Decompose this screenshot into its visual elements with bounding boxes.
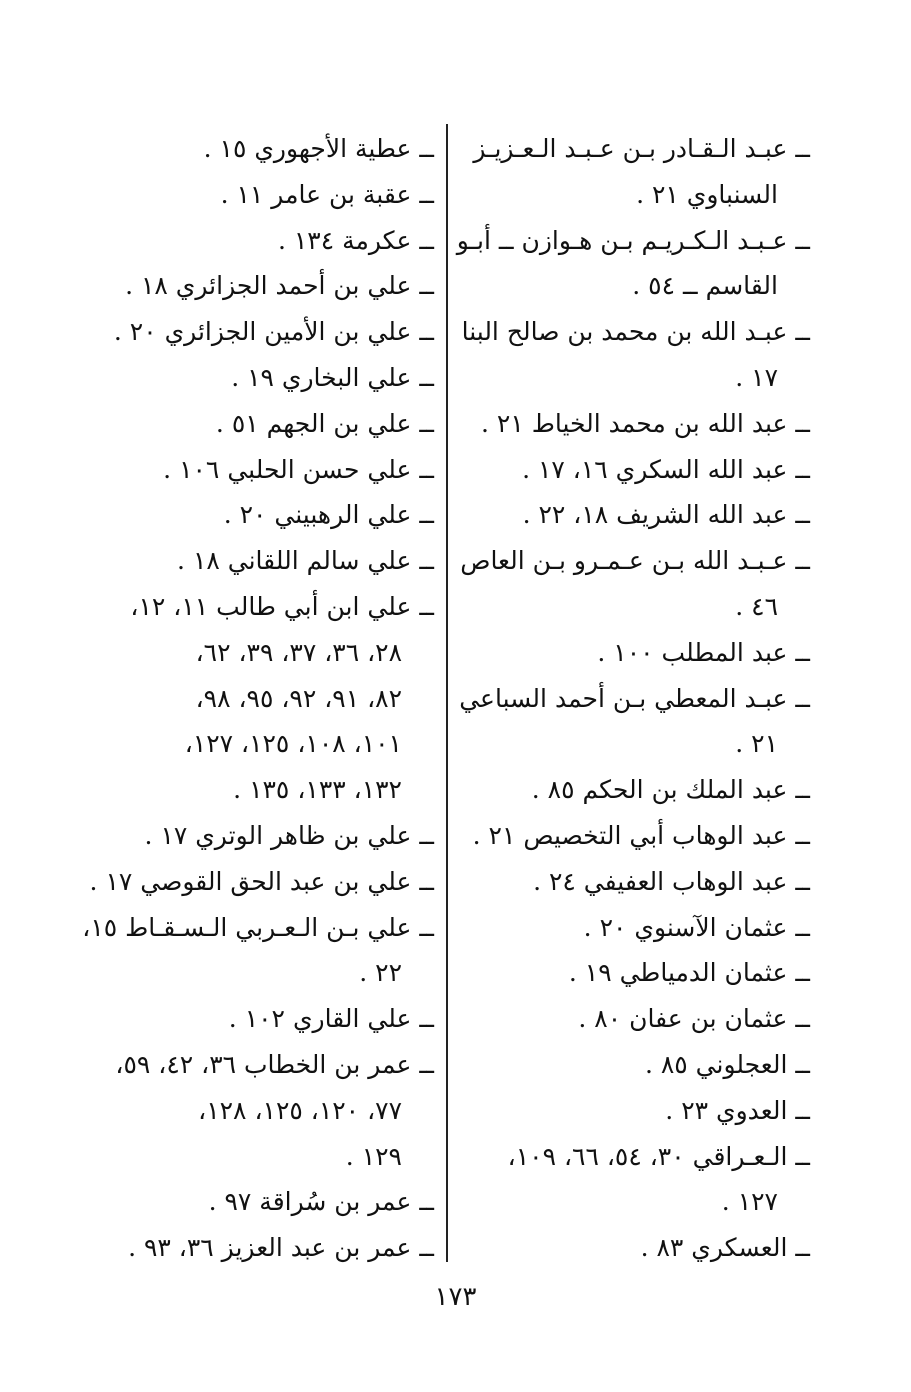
index-entry [92,172,434,218]
index-entry-line: ــ عـبـد الله بـن عـمـرو بـن العاص [460,546,810,576]
index-entry [462,859,810,905]
index-entry-line: ــ عبد الله بن محمد الخياط ٢١ . [481,408,810,438]
index-entry-continuation: ٤٦ . [735,591,778,621]
index-entry-continuation: ٧٧، ١٢٠، ١٢٥، ١٢٨، [198,1095,402,1125]
index-entry-line: ــ العدوي ٢٣ . [665,1095,810,1125]
index-entry-line: ــ علي بـن الـعـربي الـسـقـاط ١٥، [82,912,434,942]
index-entry-line: ــ عبد الله الشريف ١٨، ٢٢ . [522,500,810,530]
index-entry-line: ــ علي حسن الحلبي ١٠٦ . [163,454,434,484]
index-entry-line: ــ العسكري ٨٣ . [640,1233,810,1263]
index-entry [92,447,434,493]
index-entry-line: ــ علي بن الجهم ٥١ . [215,408,434,438]
index-entry-line: ــ الـعـراقي ٣٠، ٥٤، ٦٦، ١٠٩، [507,1141,810,1171]
index-entry-line: ــ علي القاري ١٠٢ . [228,1004,434,1034]
index-entry-line: ــ عبد الوهاب أبي التخصيص ٢١ . [472,820,810,850]
index-entry-continuation: ١٢٩ . [345,1141,402,1171]
index-entry-line: ــ عمر بن الخطاب ٣٦، ٤٢، ٥٩، [115,1049,434,1079]
index-entry-line: ــ عبد المطلب ١٠٠ . [597,637,810,667]
index-entry-line: ــ عبـد الله بن محمد بن صالح البنا [461,317,810,347]
index-entry [462,538,810,630]
index-entry-continuation: ٢١ . [735,729,778,759]
column-divider [446,124,448,1262]
index-entry-line: ــ عطية الأجهوري ١٥ . [203,134,434,163]
index-entry [462,813,810,859]
page-number: ١٧٣ [434,1282,477,1312]
index-entry [462,492,810,538]
index-entry-line: ــ عـبـد الـكـريـم بـن هـوازن ــ أبـو [456,225,810,255]
index-entry-line: ــ علي بن أحمد الجزائري ١٨ . [125,271,434,301]
index-entry-line: ــ عثمان بن عفان ٨٠ . [578,1004,810,1034]
index-entry [92,309,434,355]
index-entry-continuation: ١٢٧ . [721,1187,778,1217]
index-entry-line: ــ علي سالم اللقاني ١٨ . [177,546,434,576]
index-entry [462,447,810,493]
index-entry [92,263,434,309]
index-entry-line: ــ علي البخاري ١٩ . [231,362,434,392]
index-entry [462,1134,810,1226]
index-entry-line: ــ عمر بن عبد العزيز ٣٦، ٩٣ . [128,1233,434,1263]
index-entry-line: ــ عبد الله السكري ١٦، ١٧ . [522,454,810,484]
index-entry [92,1179,434,1225]
index-entry-line: ــ علي الرهبيني ٢٠ . [223,500,434,530]
index-entry [92,492,434,538]
index-entry [92,584,434,813]
index-entry [82,905,434,997]
index-entry-continuation: ٢٢ . [359,958,402,988]
index-entry-continuation: ١٠١، ١٠٨، ١٢٥، ١٢٧، [184,729,402,759]
index-entry [462,950,810,996]
index-entry [462,309,810,401]
index-entry [92,126,434,172]
index-entry [92,996,434,1042]
index-entry [462,1088,810,1134]
index-entry-line: ــ عبد الوهاب العفيفي ٢٤ . [533,866,810,896]
index-entry [462,996,810,1042]
index-entry-continuation: ١٧ . [735,362,778,392]
index-entry [462,401,810,447]
index-entry-continuation: السنباوي ٢١ . [636,179,778,209]
index-entry-line: ــ علي بن الأمين الجزائري ٢٠ . [113,317,434,347]
index-entry-line: ــ عكرمة ١٣٤ . [277,225,434,255]
index-entry-line: ــ علي بن ظاهر الوتري ١٧ . [144,820,434,850]
index-entry-line: ــ عبـد المعطي بـن أحمد السباعي [459,683,810,713]
index-entry-line: ــ عبـد الـقـادر بـن عـبـد الـعـزيـز [473,134,810,163]
index-entry [456,218,810,310]
index-entry [92,813,434,859]
index-entry-line: ــ عثمان الآسنوي ٢٠ . [583,912,810,942]
index-column-right [456,126,810,1271]
index-entry [462,905,810,951]
index-entry [92,1042,434,1179]
index-entry-continuation: ٢٨، ٣٦، ٣٧، ٣٩، ٦٢، [195,637,402,667]
index-entry [92,355,434,401]
index-entry [459,676,810,768]
index-entry [462,126,810,218]
index-entry-line: ــ عثمان الدمياطي ١٩ . [568,958,810,988]
index-entry [462,1225,810,1271]
index-entry-continuation: ١٣٢، ١٣٣، ١٣٥ . [233,775,402,805]
index-entry-line: ــ عمر بن سُراقة ٩٧ . [208,1187,434,1217]
index-entry-line: ــ عقبة بن عامر ١١ . [220,179,434,209]
index-entry-line: ــ علي بن عبد الحق القوصي ١٧ . [89,866,434,896]
index-entry [92,401,434,447]
index-entry-continuation: القاسم ــ ٥٤ . [632,271,778,301]
index-column-left [82,126,434,1271]
index-entry [92,538,434,584]
index-entry-line: ــ علي ابن أبي طالب ١١، ١٢، [130,591,434,621]
index-entry [92,218,434,264]
index-entry-continuation: ٨٢، ٩١، ٩٢، ٩٥، ٩٨، [195,683,402,713]
index-entry [462,767,810,813]
index-entry [89,859,434,905]
index-entry [462,1042,810,1088]
index-entry-line: ــ العجلوني ٨٥ . [644,1049,810,1079]
index-entry [462,630,810,676]
index-entry-line: ــ عبد الملك بن الحكم ٨٥ . [531,775,810,805]
index-entry [92,1225,434,1271]
